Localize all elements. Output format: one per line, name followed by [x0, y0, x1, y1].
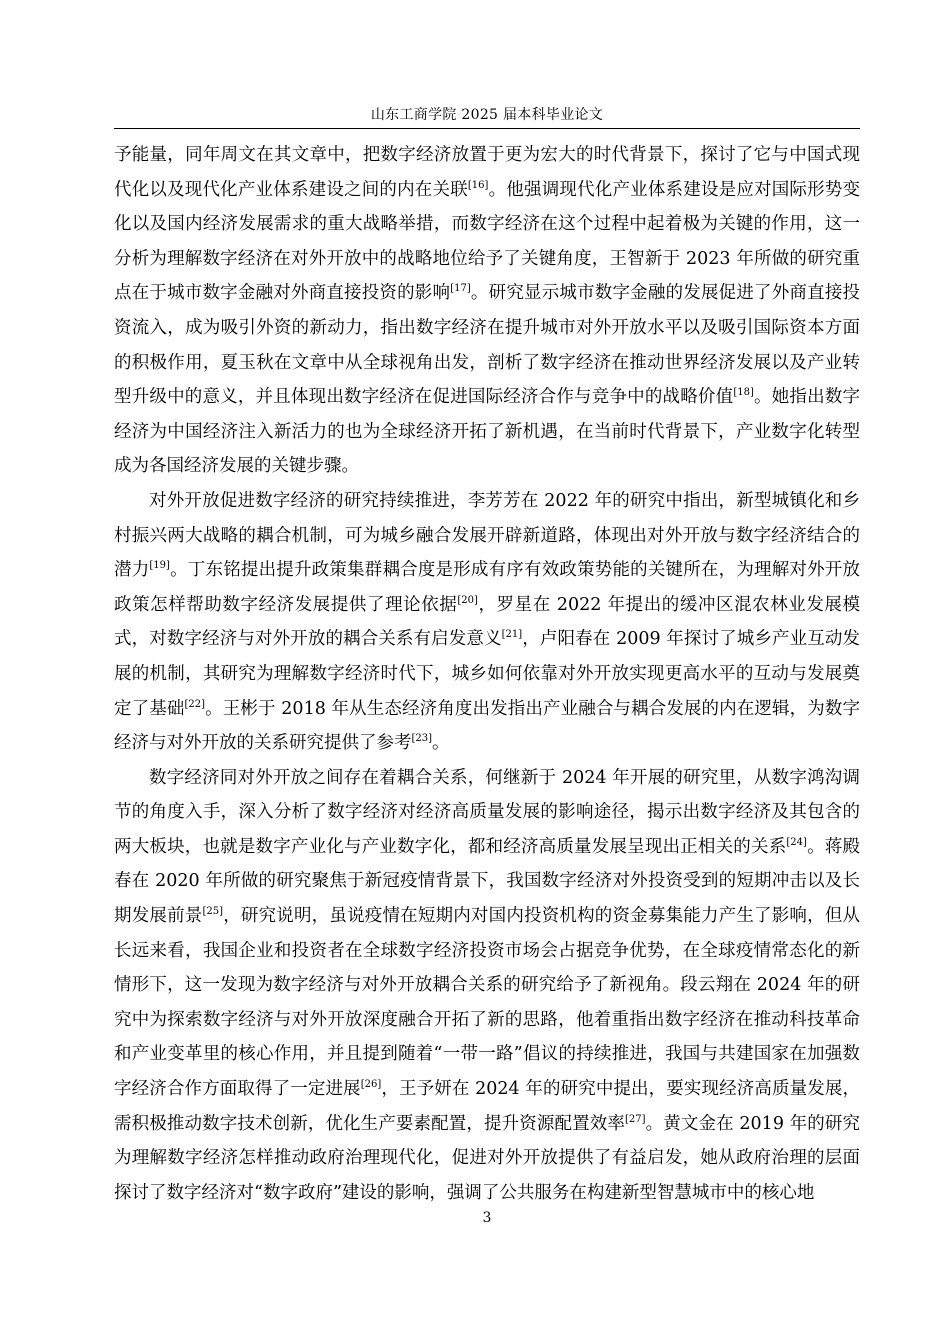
citation-ref: [17]	[450, 283, 471, 295]
text-segment: 。蒋殿春在 2020 年所做的研究聚焦于新冠疫情背景下，我国数字经济对外投资受到的短期冲击以及长期发展前景	[114, 836, 861, 927]
text-segment: ，王予妍在 2024 年的研究中提出，要实现经济高质量发展，需积极推动数字技术创新，优化生产要素配置，提升资源配置效率	[114, 1079, 860, 1134]
citation-ref: [19]	[149, 560, 170, 572]
citation-ref: [24]	[786, 836, 807, 848]
text-segment: ，卢阳春在 2009 年探讨了城乡产业互动发展的机制，其研究为理解数字经济时代下，城乡如何依靠对外开放实现更高水平的互动与发展奠定了基础	[114, 629, 860, 719]
citation-ref: [27]	[624, 1113, 646, 1125]
text-segment: 。研究显示城市数字金融的发展促进了外商直接投资流入，成为吸引外资的新动力，指出数字经济在提升城市对外开放水平以及吸引国际资本方面的积极作用，夏玉秋在文章中从全球视角出发，剖析了数字经济在推动世界经济发展以及产业转型升级中的意义，并且体现出数字经济在促进国际经济合作与竞争中的战略价值	[114, 283, 861, 408]
text-segment: 。丁东铭提出提升政策集群耦合度是形成有序有效政策势能的关键所在，为理解对外开放政策怎样帮助数字经济发展提供了理论依据	[114, 560, 860, 615]
text-segment: 。她指出数字经济为中国经济注入新活力的也为全球经济开拓了新机遇，在当前时代背景下，产业数字化转型成为各国经济发展的关键步骤。	[114, 387, 861, 477]
text-segment: 予能量，同年周文在其文章中，把数字经济放置于更为宏大的时代背景下，探讨了它与中国式现代化以及现代化产业体系建设之间的内在关联	[114, 145, 860, 200]
text-segment: 数字经济同对外开放之间存在着耦合关系，何继新于 2024 年开展的研究里，从数字鸿沟调节的角度入手，深入分析了数字经济对经济高质量发展的影响途径，揭示出数字经济及其包含的两大板块，也就是数字产业化与产业数字化，都和经济高质量发展呈现出正相关的关系	[114, 767, 860, 857]
text-segment: ，研究说明，虽说疫情在短期内对国内投资机构的资金募集能力产生了影响，但从长远来看，我国企业和投资者在全球数字经济投资市场会占据竞争优势，在全球疫情常态化的新情形下，这一发现为数字经济与对外开放耦合关系的研究给予了新视角。段云翔在 2024 年的研究中为探索数字经济与对外开放深度融合开拓了新的思路，他着重指出数字经济在推动科技革命和产业变革里的核心作用，并且提到随着“一带一路”倡议的持续推进，我国与共建国家在加强数字经济合作方面取得了一定进展	[114, 906, 861, 1100]
text-segment: ，罗星在 2022 年提出的缓冲区混农林业发展模式，对数字经济与对外开放的耦合关系有启发意义	[114, 594, 861, 650]
citation-ref: [16]	[467, 179, 489, 191]
text-segment: 。王彬于 2018 年从生态经济角度出发指出产业融合与耦合发展的内在逻辑，为数字经济与对外开放的关系研究提供了参考	[114, 698, 860, 754]
citation-ref: [21]	[501, 629, 523, 641]
header-divider	[114, 128, 860, 129]
paragraph-1	[114, 138, 860, 484]
citation-ref: [26]	[360, 1079, 382, 1091]
citation-ref: [20]	[457, 594, 478, 606]
body-text	[114, 138, 860, 1210]
text-segment: 。他强调现代化产业体系建设是应对国际形势变化以及国内经济发展需求的重大战略举措，而数字经济在这个过程中起着极为关键的作用，这一分析为理解数字经济在对外开放中的战略地位给予了关键角度，王智新于 2023 年所做的研究重点在于城市数字金融对外商直接投资的影响	[114, 179, 861, 304]
text-segment: 对外开放促进数字经济的研究持续推进，李芳芳在 2022 年的研究中指出，新型城镇化和乡村振兴两大战略的耦合机制，可为城乡融合发展开辟新道路，体现出对外开放与数字经济结合的潜力	[114, 490, 860, 581]
citation-ref: [18]	[733, 387, 754, 399]
text-segment: 。	[432, 733, 450, 754]
citation-ref: [22]	[184, 698, 206, 710]
text-segment: 。黄文金在 2019 年的研究为理解数字经济怎样推动政府治理现代化，促进对外开放提供了有益启发，她从政府治理的层面探讨了数字经济对“数字政府”建设的影响，强调了公共服务在构建新型智慧城市中的核心地	[114, 1113, 860, 1203]
citation-ref: [23]	[411, 733, 433, 745]
page-header: 山东工商学院 2025 届本科毕业论文	[370, 107, 604, 123]
paragraph-3	[114, 761, 860, 1211]
page-number: 3	[482, 1210, 492, 1226]
citation-ref: [25]	[202, 906, 224, 918]
paragraph-2	[114, 484, 860, 761]
